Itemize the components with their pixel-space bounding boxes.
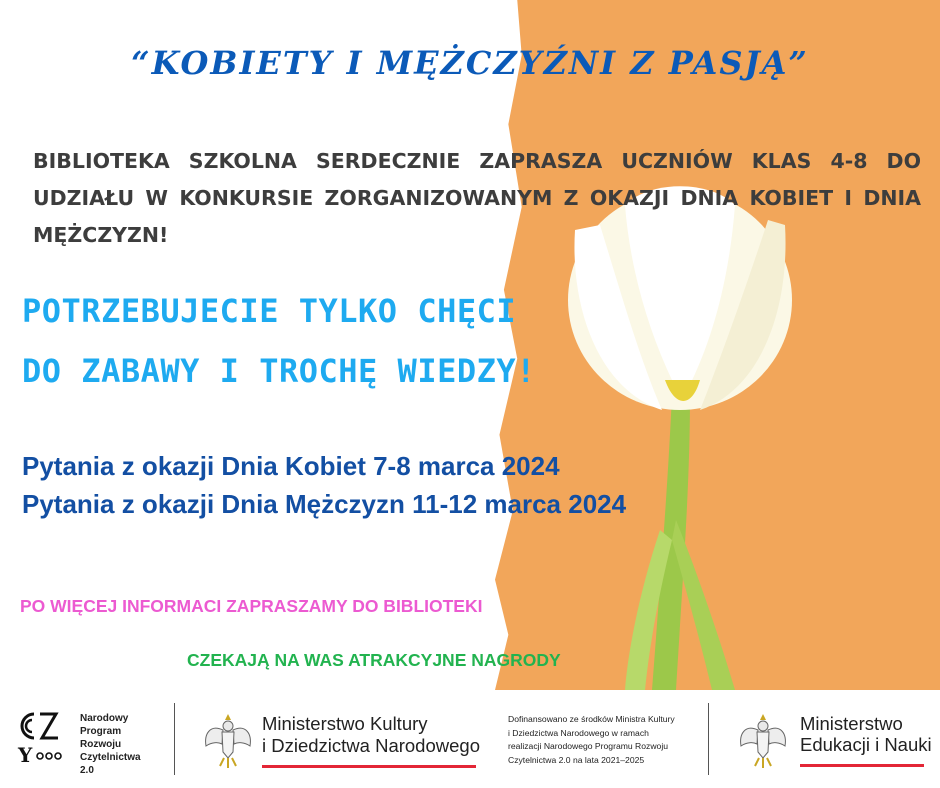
mkidn-logo-text — [262, 713, 480, 757]
mkidn-red-underline — [262, 765, 476, 768]
funding-line-1: Dofinansowano ze środków Ministra Kultury — [508, 714, 675, 724]
dates-block — [22, 447, 626, 523]
dates-men: Pytania z okazji Dnia Mężczyzn 11-12 marca 2024 — [22, 489, 627, 519]
white-eagle-emblem-icon — [735, 708, 791, 770]
footer-divider-1 — [174, 703, 175, 775]
poster-title: “KOBIETY I MĘŻCZYŹNI Z PASJĄ” — [131, 44, 809, 82]
funding-line-4: Czytelnictwa 2.0 na lata 2021–2025 — [508, 754, 645, 765]
white-eagle-emblem-icon — [200, 708, 256, 770]
nprc-line-3: Rozwoju — [80, 739, 122, 750]
prizes-text: CZEKAJĄ NA WAS ATRAKCYJNE NAGRODY — [187, 650, 561, 670]
mein-red-underline — [800, 764, 924, 767]
nprc-line-5: 2.0 — [80, 765, 94, 776]
highlight-line-2: DO ZABAWY I TROCHĘ WIEDZY! — [22, 352, 536, 390]
svg-text:Y: Y — [18, 743, 33, 767]
mein-line-1: Ministerstwo — [800, 713, 903, 734]
nprc-logo-text — [80, 712, 141, 777]
funding-line-3: realizacji Narodowego Programu Rozwoju — [508, 741, 669, 751]
funding-line-2: i Dziedzictwa Narodowego w ramach — [508, 727, 649, 738]
highlight-line-1: POTRZEBUJECIE TYLKO CHĘCI — [22, 292, 517, 330]
footer-divider-2 — [708, 703, 709, 775]
nprc-line-2: Program — [80, 726, 122, 737]
intro-text: BIBLIOTEKA SZKOLNA SERDECZNIE ZAPRASZA UCZNIÓW KLAS 4-8 DO UDZIAŁU W KONKURSIE ZORGANIZOWANYM Z OKAZJI DNIA KOBIET I DNIA MĘŻCZYZN! — [33, 149, 921, 247]
nprc-logo-icon — [16, 710, 76, 770]
nprc-line-4: Czytelnictwa — [80, 752, 141, 763]
mkidn-line-2: i Dziedzictwa Narodowego — [262, 735, 480, 756]
nprc-line-1: Narodowy — [80, 713, 129, 724]
mein-line-2: Edukacji i Nauki — [800, 734, 932, 755]
funding-note — [508, 713, 675, 767]
info-text: PO WIĘCEJ INFORMACI ZAPRASZAMY DO BIBLIOTEKI — [20, 596, 483, 616]
dates-women: Pytania z okazji Dnia Kobiet 7-8 marca 2024 — [22, 451, 560, 481]
mein-logo-text — [800, 713, 932, 755]
mkidn-line-1: Ministerstwo Kultury — [262, 713, 428, 734]
